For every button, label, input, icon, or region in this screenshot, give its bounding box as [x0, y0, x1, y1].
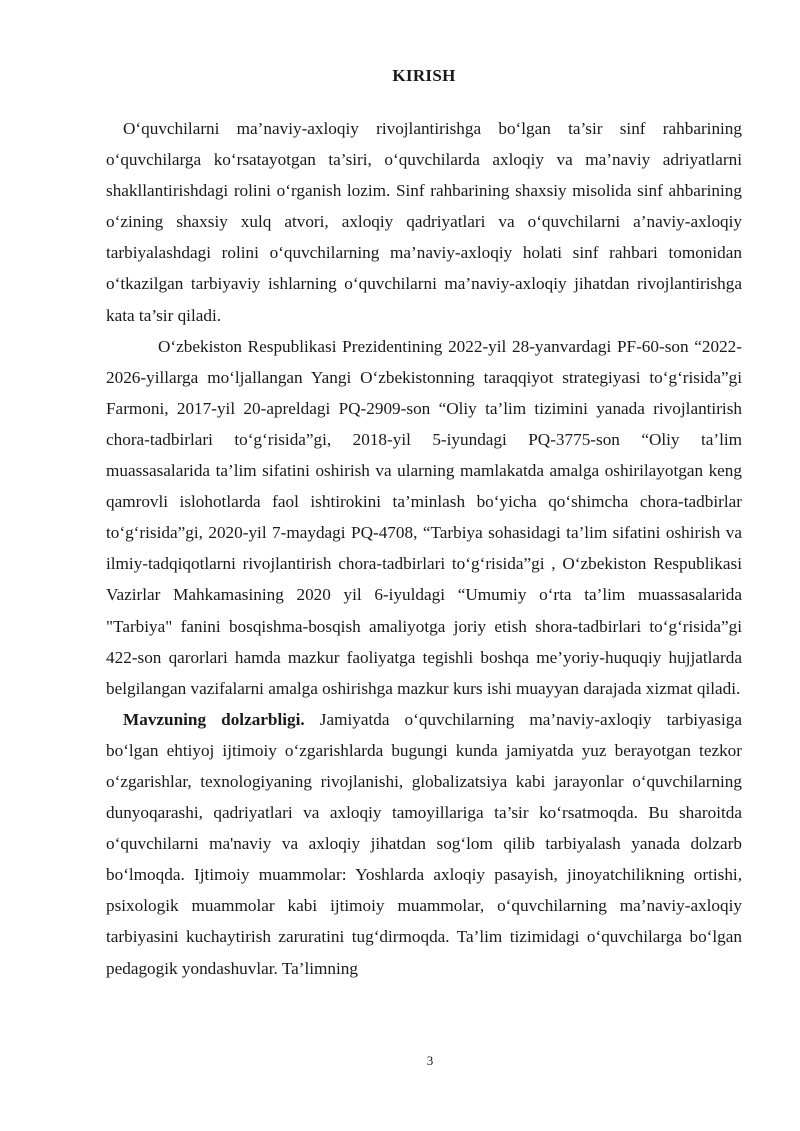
page-number: 3 [426, 1053, 434, 1068]
document-body [106, 113, 742, 984]
paragraph-relevance [106, 704, 742, 984]
paragraph-legal-basis: O‘zbekiston Respublikasi Prezidentining 2022-yil 28-yanvardagi PF-60-son “2022-2026-yillarga mo‘ljallangan Yangi O‘zbekistonning taraqqiyot strategiyasi to‘g‘risida”gi Farmoni, 2017-yil 20-apreldagi PQ-2909-son “Oliy ta’lim tizimini yanada rivojlantirish chora-tadbirlari to‘g‘risida”gi, 2018-yil 5-iyundagi PQ-3775-son “Oliy ta’lim muassasalarida ta’lim sifatini oshirish va ularning mamlakatda amalga oshirilayotgan keng qamrovli islohotlarda faol ishtirokini ta’minlash bo‘yicha qo‘shimcha chora-tadbirlar to‘g‘risida”gi, 2020-yil 7-maydagi PQ-4708, “Tarbiya sohasidagi ta’lim sifatini oshirish va ilmiy-tadqiqotlarni rivojlantirish chora-tadbirlari to‘g‘risida”gi , O‘zbekiston Respublikasi Vazirlar Mahkamasining 2020 yil 6-iyuldagi “Umumiy o‘rta ta’lim muassasalarida "Tarbiya" fanini bosqishma-bosqish amaliyotga joriy etish shora-tadbirlari to‘g‘risida”gi 422-son qarorlari hamda mazkur faoliyatga tegishli boshqa me’yoriy-huquqiy hujjatlarda belgilangan vazifalarni amalga oshirishga mazkur kurs ishi muayyan darajada xizmat qiladi. [106, 336, 742, 698]
relevance-heading: Mavzuning dolzarbligi. [123, 709, 305, 729]
paragraph-intro: O‘quvchilarni ma’naviy-axloqiy rivojlantirishga bo‘lgan ta’sir sinf rahbarining o‘quvchilarga ko‘rsatayotgan ta’siri, o‘quvchilarda axloqiy va ma’naviy adriyatlarni shakllantirishdagi rolini o‘rganish lozim. Sinf rahbarining shaxsiy misolida sinf ahbarining o‘zining shaxsiy xulq atvori, axloqiy qadriyatlari va o‘quvchilarni a’naviy-axloqiy tarbiyalashdagi rolini o‘quvchilarning ma’naviy-axloqiy holati sinf rahbari tomonidan o‘tkazilgan tarbiyaviy ishlarning o‘quvchilarni ma’naviy-axloqiy jihatdan rivojlantirishga kata ta’sir qiladi. [106, 119, 742, 325]
page-title: KIRISH [392, 66, 456, 85]
relevance-text: Jamiyatda o‘quvchilarning ma’naviy-axloqiy tarbiyasiga bo‘lgan ehtiyoj ijtimoiy o‘zgarishlarda bugungi kunda jamiyatda yuz berayotgan tezkor o‘zgarishlar, texnologiyaning rivojlanishi, globalizatsiya kabi jarayonlar o‘quvchilarning dunyoqarashi, qadriyatlari va axloqiy tamoyillariga ta’sir ko‘rsatmoqda. Bu sharoitda o‘quvchilarni ma'naviy va axloqiy jihatdan sog‘lom qilib tarbiyalash yanada dolzarb bo‘lmoqda. Ijtimoiy muammolar: Yoshlarda axloqiy pasayish, jinoyatchilikning ortishi, psixologik muammolar kabi ijtimoiy muammolar, o‘quvchilarning ma’naviy-axloqiy tarbiyasini kuchaytirish zaruratini tug‘dirmoqda. Ta’lim tizimidagi o‘quvchilarga bo‘lgan pedagogik yondashuvlar. Ta’limning [106, 709, 742, 978]
